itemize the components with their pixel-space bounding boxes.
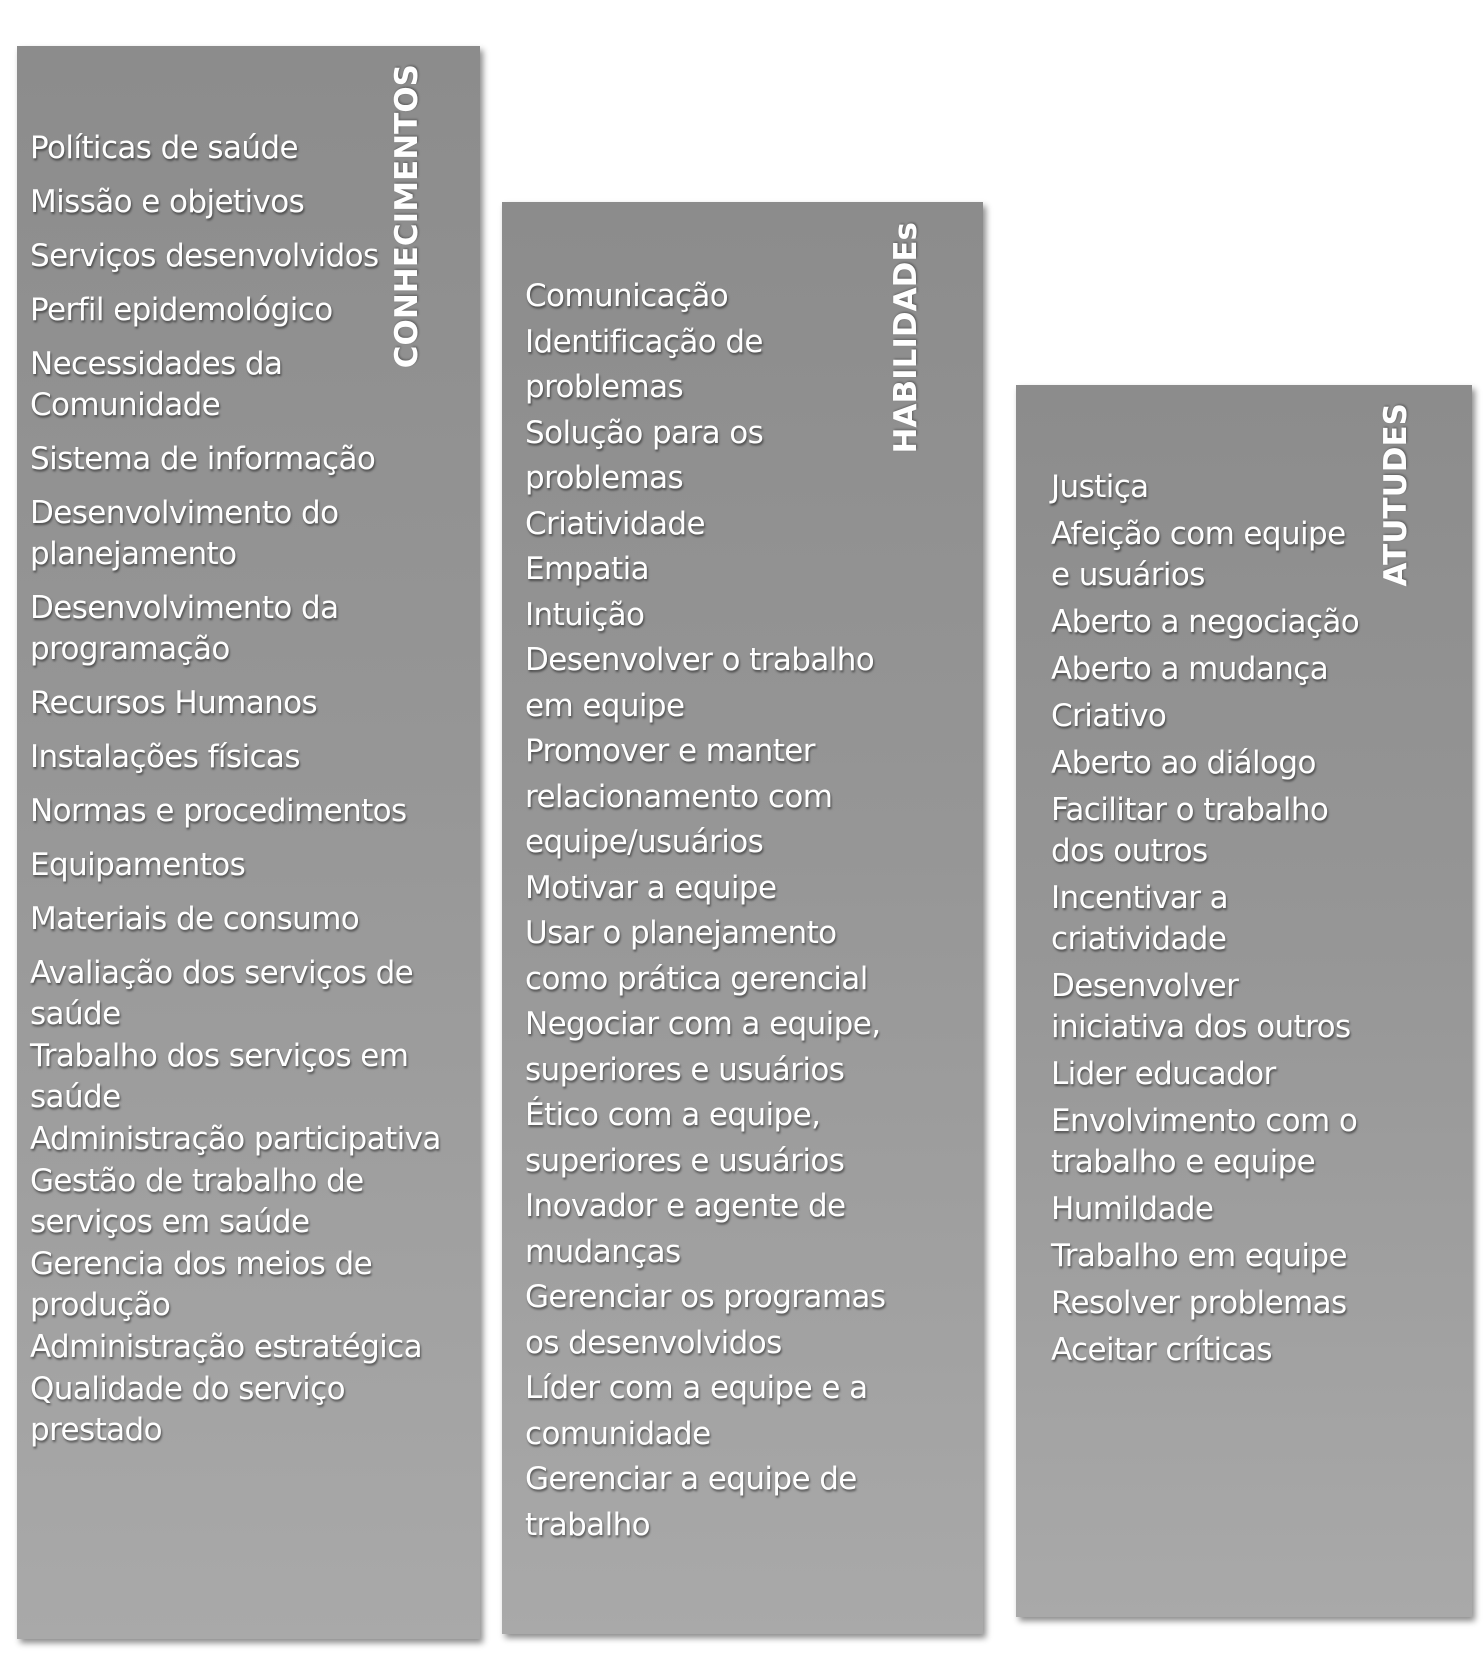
list-item: Gerenciar os programas os desenvolvidos <box>525 1279 886 1361</box>
list-item: Negociar com a equipe, superiores e usuários <box>525 1006 881 1088</box>
list-item: Facilitar o trabalho dos outros <box>1051 792 1329 869</box>
list-item: Gestão de trabalho de serviços em saúde <box>30 1163 364 1240</box>
list-item: Solução para os problemas <box>525 414 764 496</box>
list-item: Resolver problemas <box>1051 1285 1347 1321</box>
list-item: Intuição <box>525 596 645 633</box>
list-item: Afeição com equipe e usuários <box>1051 516 1346 593</box>
list-habilidades <box>525 274 955 1548</box>
column-title-conhecimentos: CONHECIMENTOS <box>389 64 425 369</box>
column-conhecimentos <box>17 46 480 1639</box>
list-item: Justiça <box>1051 469 1149 505</box>
list-item: Desenvolvimento da programação <box>30 590 339 667</box>
list-item: Administração participativa <box>30 1121 441 1157</box>
list-item: Normas e procedimentos <box>30 793 407 829</box>
list-item: Missão e objetivos <box>30 184 305 220</box>
list-item: Recursos Humanos <box>30 685 318 721</box>
list-item: Ético com a equipe, superiores e usuários <box>525 1097 845 1179</box>
list-item: Envolvimento com o trabalho e equipe <box>1051 1103 1358 1180</box>
column-title-atitudes: ATUTUDES <box>1378 403 1414 587</box>
list-item: Necessidades da Comunidade <box>30 346 283 423</box>
list-item: Avaliação dos serviços de saúde <box>30 955 414 1032</box>
list-item: Empatia <box>525 551 650 587</box>
list-item: Aberto ao diálogo <box>1051 745 1316 781</box>
list-item: Criatividade <box>525 505 705 542</box>
list-item: Humildade <box>1051 1191 1214 1227</box>
list-item: Criativo <box>1051 698 1167 734</box>
list-item: Materiais de consumo <box>30 901 360 937</box>
list-conhecimentos <box>30 128 470 1452</box>
list-item: Sistema de informação <box>30 441 376 477</box>
list-item: Aberto a mudança <box>1051 651 1329 687</box>
list-item: Aceitar críticas <box>1051 1332 1272 1368</box>
list-item: Trabalho em equipe <box>1051 1238 1347 1274</box>
list-item: Comunicação <box>525 278 729 314</box>
column-title-habilidades: HABILIDADEs <box>888 222 924 454</box>
list-item: Inovador e agente de mudanças <box>525 1188 846 1270</box>
list-item: Desenvolver iniciativa dos outros <box>1051 968 1351 1045</box>
list-item: Equipamentos <box>30 847 246 883</box>
list-item: Usar o planejamento como prática gerencial <box>525 915 868 997</box>
list-item: Desenvolvimento do planejamento <box>30 495 339 572</box>
list-item: Desenvolver o trabalho em equipe <box>525 642 875 724</box>
list-item: Promover e manter relacionamento com equipe/usuários <box>525 733 833 860</box>
column-habilidades <box>502 202 983 1634</box>
list-item: Incentivar a criatividade <box>1051 880 1229 957</box>
column-atitudes <box>1016 385 1472 1617</box>
list-item: Gerenciar a equipe de trabalho <box>525 1461 857 1543</box>
list-item: Aberto a negociação <box>1051 604 1360 640</box>
list-item: Líder com a equipe e a comunidade <box>525 1370 868 1452</box>
list-item: Instalações físicas <box>30 739 300 775</box>
list-item: Lider educador <box>1051 1056 1276 1092</box>
list-item: Perfil epidemológico <box>30 292 333 328</box>
list-atitudes <box>1051 467 1461 1377</box>
list-item: Políticas de saúde <box>30 130 298 166</box>
list-item: Gerencia dos meios de produção <box>30 1246 373 1323</box>
list-item: Trabalho dos serviços em saúde <box>30 1038 409 1115</box>
list-item: Administração estratégica <box>30 1329 422 1365</box>
list-item: Serviços desenvolvidos <box>30 238 379 274</box>
list-item: Identificação de problemas <box>525 323 763 405</box>
list-item: Qualidade do serviço prestado <box>30 1371 345 1448</box>
list-item: Motivar a equipe <box>525 869 777 906</box>
